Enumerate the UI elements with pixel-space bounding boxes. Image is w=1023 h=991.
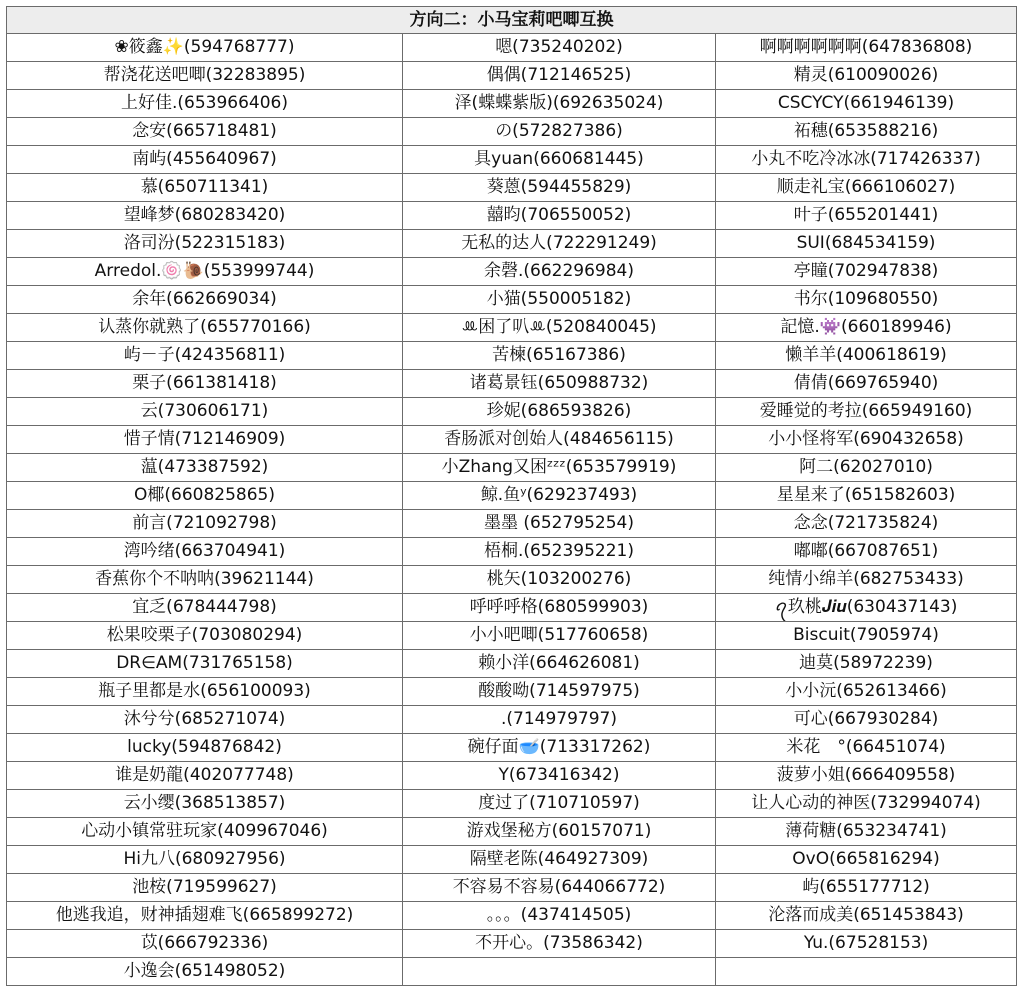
table-cell: 叶子(655201441) [716, 202, 1017, 230]
table-cell: 望峰梦(680283420) [7, 202, 403, 230]
table-cell: 偶偶(712146525) [403, 62, 716, 90]
title-row [7, 7, 1017, 34]
table-row [7, 202, 1017, 230]
table-row [7, 566, 1017, 594]
table-cell: 小小吧唧(517760658) [403, 622, 716, 650]
table-row [7, 790, 1017, 818]
table-row [7, 118, 1017, 146]
table-cell: ❀筱鑫✨(594768777) [7, 34, 403, 62]
table-cell: 他逃我追，财神插翅难飞(665899272) [7, 902, 403, 930]
table-cell: 栗子(661381418) [7, 370, 403, 398]
table-cell: 精灵(610090026) [716, 62, 1017, 90]
table-cell: 小猫(550005182) [403, 286, 716, 314]
table-cell: 不开心。(73586342) [403, 930, 716, 958]
table-cell: 余磬.(662296984) [403, 258, 716, 286]
table-cell: 嘟嘟(667087651) [716, 538, 1017, 566]
table-cell: 上好佳.(653966406) [7, 90, 403, 118]
table-cell: 梧桐.(652395221) [403, 538, 716, 566]
table-row [7, 314, 1017, 342]
table-cell: 鲸.鱼ʸ(629237493) [403, 482, 716, 510]
table-cell: 小Zhang又困ᶻᶻᶻ(653579919) [403, 454, 716, 482]
table-row [7, 398, 1017, 426]
exchange-table [6, 6, 1017, 986]
table-cell: DR∈AM(731765158) [7, 650, 403, 678]
table-cell: 游戏堡秘方(60157071) [403, 818, 716, 846]
table-cell: 谁是奶龍(402077748) [7, 762, 403, 790]
table-row [7, 818, 1017, 846]
table-cell: 不容易不容易(644066772) [403, 874, 716, 902]
table-cell: 小丸不吃冷冰冰(717426337) [716, 146, 1017, 174]
table-cell: lucky(594876842) [7, 734, 403, 762]
table-cell: 祏穗(653588216) [716, 118, 1017, 146]
table-cell: Hi九八(680927956) [7, 846, 403, 874]
table-row [7, 286, 1017, 314]
table-cell: 松果咬栗子(703080294) [7, 622, 403, 650]
table-cell: 屿(655177712) [716, 874, 1017, 902]
table-cell: ꪖ玖桃𝑱𝒊𝒖(630437143) [716, 594, 1017, 622]
table-row [7, 874, 1017, 902]
table-row [7, 678, 1017, 706]
table-cell: 米花 °(66451074) [716, 734, 1017, 762]
table-cell: 心动小镇常驻玩家(409967046) [7, 818, 403, 846]
table-cell: 湾吟绪(663704941) [7, 538, 403, 566]
table-cell: Arredol.🍥🐌(553999744) [7, 258, 403, 286]
table-row [7, 146, 1017, 174]
table-cell: 酸酸呦(714597975) [403, 678, 716, 706]
table-cell: Y(673416342) [403, 762, 716, 790]
table-cell: 余年(662669034) [7, 286, 403, 314]
table-cell: 念念(721735824) [716, 510, 1017, 538]
table-cell: 无私的达人(722291249) [403, 230, 716, 258]
table-row [7, 34, 1017, 62]
table-row [7, 622, 1017, 650]
table-row [7, 538, 1017, 566]
table-cell: 慕(650711341) [7, 174, 403, 202]
table-row [7, 454, 1017, 482]
table-cell: 泽(蝶蝶紫版)(692635024) [403, 90, 716, 118]
table-cell: 小小沅(652613466) [716, 678, 1017, 706]
table-cell: 嗯(735240202) [403, 34, 716, 62]
table-cell: 珍妮(686593826) [403, 398, 716, 426]
table-cell: 桃矢(103200276) [403, 566, 716, 594]
table-cell: .(714979797) [403, 706, 716, 734]
table-cell: 懒羊羊(400618619) [716, 342, 1017, 370]
table-row [7, 426, 1017, 454]
table-cell: 可心(667930284) [716, 706, 1017, 734]
table-row [7, 342, 1017, 370]
table-cell: 亭瞳(702947838) [716, 258, 1017, 286]
table-cell: Yu.(67528153) [716, 930, 1017, 958]
table-row [7, 594, 1017, 622]
table-cell: 苦楝(65167386) [403, 342, 716, 370]
table-cell: 沐兮兮(685271074) [7, 706, 403, 734]
table-row [7, 930, 1017, 958]
table-cell: Biscuit(7905974) [716, 622, 1017, 650]
table-cell: 帮浇花送吧唧(32283895) [7, 62, 403, 90]
table-row [7, 706, 1017, 734]
table-cell: SUI(684534159) [716, 230, 1017, 258]
table-cell: 诸葛景钰(650988732) [403, 370, 716, 398]
table-cell: 香蕉你个不呐呐(39621144) [7, 566, 403, 594]
table-row [7, 650, 1017, 678]
table-cell: 墨墨 (652795254) [403, 510, 716, 538]
table-cell: 念安(665718481) [7, 118, 403, 146]
table-cell: 碗仔面🥣(713317262) [403, 734, 716, 762]
table-row [7, 370, 1017, 398]
table-cell [403, 958, 716, 986]
table-cell: 囍昀(706550052) [403, 202, 716, 230]
table-cell: 呼呼呼格(680599903) [403, 594, 716, 622]
table-cell: ꔛ困了叭ꔛ(520840045) [403, 314, 716, 342]
table-cell: 迪莫(58972239) [716, 650, 1017, 678]
table-cell: 香肠派对创始人(484656115) [403, 426, 716, 454]
table-cell: 。。。(437414505) [403, 902, 716, 930]
table-row [7, 482, 1017, 510]
table-cell: 认蒸你就熟了(655770166) [7, 314, 403, 342]
table-cell: 纯情小绵羊(682753433) [716, 566, 1017, 594]
table-cell: 赖小洋(664626081) [403, 650, 716, 678]
table-cell: 記憶.👾(660189946) [716, 314, 1017, 342]
table-cell: 度过了(710710597) [403, 790, 716, 818]
table-cell: 葵蒽(594455829) [403, 174, 716, 202]
table-row [7, 958, 1017, 986]
table-row [7, 510, 1017, 538]
table-cell: 南屿(455640967) [7, 146, 403, 174]
table-cell: 洛司汾(522315183) [7, 230, 403, 258]
table-cell: 宜乏(678444798) [7, 594, 403, 622]
table-cell: の(572827386) [403, 118, 716, 146]
table-cell: 惜子情(712146909) [7, 426, 403, 454]
table-cell: 云(730606171) [7, 398, 403, 426]
table-cell: 薄荷糖(653234741) [716, 818, 1017, 846]
table-row [7, 846, 1017, 874]
table-cell: 隔壁老陈(464927309) [403, 846, 716, 874]
table-row [7, 734, 1017, 762]
table-cell: 小逸会(651498052) [7, 958, 403, 986]
table-cell: 前言(721092798) [7, 510, 403, 538]
table-cell: 屿－子(424356811) [7, 342, 403, 370]
table-cell: 蕰(473387592) [7, 454, 403, 482]
table-cell: 菠萝小姐(666409558) [716, 762, 1017, 790]
table-cell [716, 958, 1017, 986]
table-cell: 啊啊啊啊啊啊(647836808) [716, 34, 1017, 62]
table-row [7, 902, 1017, 930]
table-cell: 池桉(719599627) [7, 874, 403, 902]
table-row [7, 90, 1017, 118]
table-row [7, 174, 1017, 202]
table-cell: O椰(660825865) [7, 482, 403, 510]
table-row [7, 258, 1017, 286]
table-cell: 沦落而成美(651453843) [716, 902, 1017, 930]
table-row [7, 230, 1017, 258]
table-cell: 瓶子里都是水(656100093) [7, 678, 403, 706]
table-cell: 苡(666792336) [7, 930, 403, 958]
table-cell: 阿二(62027010) [716, 454, 1017, 482]
table-row [7, 62, 1017, 90]
table-cell: 让人心动的神医(732994074) [716, 790, 1017, 818]
table-row [7, 762, 1017, 790]
table-cell: 倩倩(669765940) [716, 370, 1017, 398]
table-cell: 爱睡觉的考拉(665949160) [716, 398, 1017, 426]
table-cell: 星星来了(651582603) [716, 482, 1017, 510]
table-cell: 具yuan(660681445) [403, 146, 716, 174]
table-cell: 顺走礼宝(666106027) [716, 174, 1017, 202]
table-cell: 书尔(109680550) [716, 286, 1017, 314]
table-cell: CSCYCY(661946139) [716, 90, 1017, 118]
table-title: 方向二：小马宝莉吧唧互换 [7, 7, 1017, 34]
table-cell: OvO(665816294) [716, 846, 1017, 874]
table-cell: 小小怪将军(690432658) [716, 426, 1017, 454]
table-body [7, 34, 1017, 986]
table-cell: 云小缨(368513857) [7, 790, 403, 818]
